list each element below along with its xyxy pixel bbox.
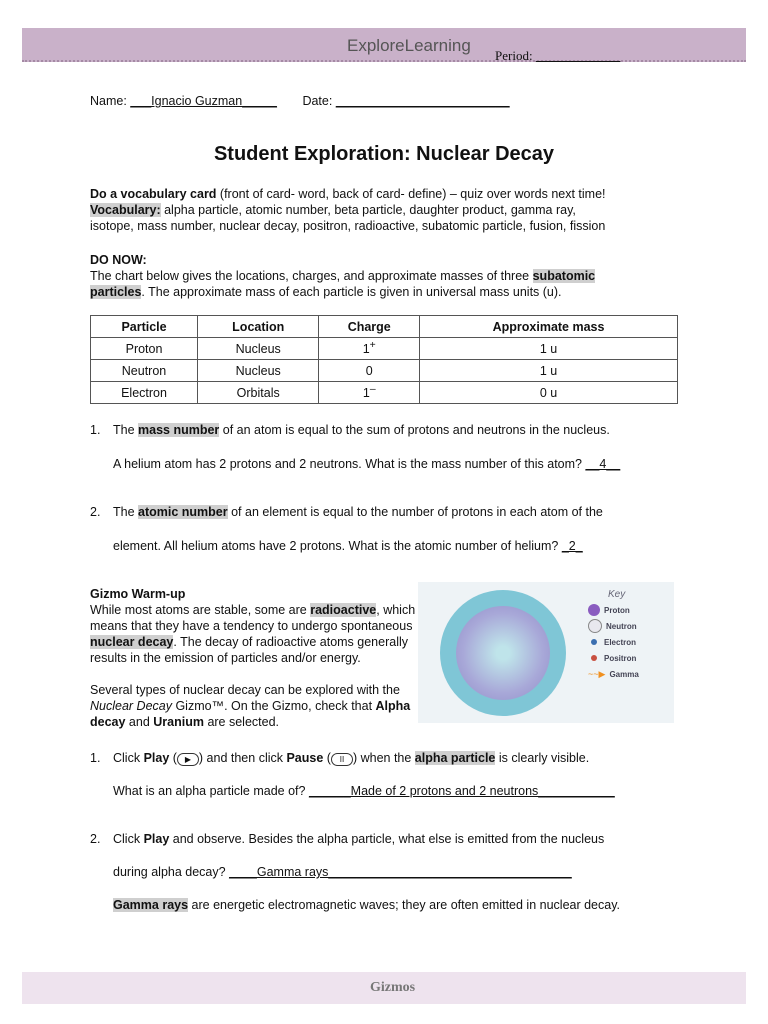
footer-bar (22, 972, 746, 1004)
text-span: element. All helium atoms have 2 protons. What is the atomic number of helium? (113, 539, 562, 553)
nucleus-image (418, 582, 674, 723)
term-subatomic: subatomic (532, 269, 596, 283)
text-span: + (369, 340, 376, 352)
text-span: 0 (365, 363, 373, 378)
text-span: A helium atom has 2 protons and 2 neutrons. What is the mass number of this atom? (113, 457, 586, 471)
text-span: results in the emission of particles and/or energy. (90, 651, 361, 665)
text-span: Play (143, 751, 170, 765)
gamma-note (113, 897, 620, 913)
warmup-question-2 (90, 831, 100, 847)
text-span: 1 (362, 342, 370, 357)
text-span: Neutron (606, 621, 637, 631)
date-value: _________________________ (335, 94, 510, 108)
pause-icon: II (331, 753, 353, 766)
do-now-text: The chart below gives the locations, charges, and approximate masses of three (90, 269, 533, 283)
text-span: ) when the (352, 751, 415, 765)
key-positron (588, 650, 639, 666)
question-2-text (113, 504, 603, 520)
text-span (91, 316, 678, 404)
text-span (591, 639, 597, 645)
warmup-question-2-prompt (113, 864, 572, 880)
text-span: ( (169, 751, 177, 765)
col-header: Approximate mass (420, 316, 678, 338)
play-icon: ▶ (177, 753, 199, 766)
table-row (91, 382, 678, 404)
period-field (495, 48, 620, 64)
text-span: Pause (286, 751, 324, 765)
term-alpha-particle: alpha particle (414, 751, 496, 765)
text-span: The (113, 505, 139, 519)
cell: Nucleus (198, 360, 319, 382)
text-span: Gamma (609, 669, 639, 679)
period-label: Period: (495, 48, 533, 63)
table-row (91, 360, 678, 382)
warmup-question-1 (90, 750, 100, 766)
warmup-question-1-text (113, 750, 589, 766)
answer-alpha: ______Made of 2 protons and 2 neutrons___________ (308, 784, 615, 798)
explorelearning-logo: ExploreLearning (347, 36, 471, 55)
warmup-section (90, 586, 415, 730)
cell (319, 360, 420, 382)
text-span: is clearly visible. (495, 751, 590, 765)
do-now-section (90, 252, 595, 300)
vocab-list: alpha particle, atomic number, beta particle, daughter product, gamma ray, (160, 203, 576, 217)
text-span: during alpha decay? (113, 865, 230, 879)
text-span: Positron (604, 653, 637, 663)
text-span: ) and then click (198, 751, 287, 765)
cell: Nucleus (198, 338, 319, 360)
col-header: Location (198, 316, 319, 338)
key-title: Key (608, 588, 626, 600)
text-span: Uranium (153, 715, 204, 729)
key-neutron (588, 618, 639, 634)
date-label: Date: (302, 94, 333, 108)
text-span: of an element is equal to the number of protons in each atom of the (227, 505, 603, 519)
atom-illustration (440, 590, 566, 716)
term-atomic-number: atomic number (138, 505, 228, 519)
text-span: The (113, 423, 139, 437)
vocabulary-section (90, 186, 606, 234)
term-mass-number: mass number (138, 423, 220, 437)
text-span: 1 (362, 386, 370, 401)
term-gamma-rays: Gamma rays (113, 898, 189, 912)
key-proton (588, 602, 639, 618)
text-span (591, 655, 597, 661)
text-span (588, 619, 602, 633)
text-span: Nuclear Decay (90, 699, 172, 713)
cell (319, 382, 420, 404)
do-now-heading: DO NOW: (90, 253, 147, 267)
key-electron (588, 634, 639, 650)
text-span: What is an alpha particle made of? (113, 784, 309, 798)
text-span: are selected. (203, 715, 280, 729)
text-span: 2. (90, 505, 101, 519)
term-particles: particles (90, 285, 142, 299)
warmup-question-1-prompt (113, 783, 615, 799)
question-2 (90, 504, 100, 520)
do-now-text: . The approximate mass of each particle is given in universal mass units (u). (141, 285, 562, 299)
text-span: Electron (604, 637, 637, 647)
text-span (588, 604, 600, 616)
vocab-list: isotope, mass number, nuclear decay, positron, radioactive, subatomic particle, fusion, fission (90, 219, 606, 233)
text-span: While most atoms are stable, some are (90, 603, 311, 617)
key-legend (588, 586, 639, 682)
text-span: Proton (604, 605, 630, 615)
answer-gamma: ____Gamma rays___________________________________ (229, 865, 572, 879)
text-span: ~~▶ (588, 668, 606, 679)
cell: 0 u (420, 382, 678, 404)
text-span: are energetic electromagnetic waves; they are often emitted in nuclear decay. (188, 898, 621, 912)
text-span: ( (323, 751, 331, 765)
name-value: ___Ignacio Guzman_____ (130, 94, 277, 108)
cell: Neutron (91, 360, 198, 382)
vocab-label: Vocabulary: (90, 203, 161, 217)
text-span: and (125, 715, 154, 729)
text-span (456, 606, 550, 700)
period-value: _____________ (535, 48, 621, 63)
question-1 (90, 422, 100, 438)
vocab-text: (front of card- word, back of card- define) – quiz over words next time! (216, 187, 606, 201)
header-bar (22, 28, 746, 62)
key-gamma (588, 666, 639, 682)
name-date-line (90, 93, 510, 109)
table-row (91, 338, 678, 360)
text-span: – (369, 384, 376, 396)
answer-1: __4__ (585, 457, 621, 471)
text-span: Gizmo™. On the Gizmo, check that (171, 699, 376, 713)
text-span (90, 666, 415, 682)
text-span: Click (113, 751, 144, 765)
question-2-prompt (113, 538, 583, 554)
text-span: Alpha (375, 699, 411, 713)
text-span: , which (376, 603, 416, 617)
warmup-heading: Gizmo Warm-up (90, 587, 186, 601)
term-nuclear-decay: nuclear decay (90, 635, 174, 649)
text-span: decay (90, 715, 126, 729)
cell (319, 338, 420, 360)
name-label: Name: (90, 94, 127, 108)
table-header-row (91, 316, 678, 338)
page-title: Student Exploration: Nuclear Decay (213, 143, 555, 165)
particle-table (90, 315, 678, 404)
text-span: . The decay of radioactive atoms generally (173, 635, 409, 649)
vocab-instruction: Do a vocabulary card (90, 187, 217, 201)
question-1-text (113, 422, 610, 438)
text-span: 2. (90, 832, 101, 846)
text-span: and observe. Besides the alpha particle, what else is emitted from the nucleus (169, 832, 605, 846)
question-1-prompt (113, 456, 620, 472)
warmup-question-2-text (113, 831, 604, 847)
term-radioactive: radioactive (310, 603, 377, 617)
col-header: Particle (91, 316, 198, 338)
cell: Proton (91, 338, 198, 360)
cell: 1 u (420, 338, 678, 360)
gizmos-logo: Gizmos (370, 980, 416, 995)
col-header: Charge (319, 316, 420, 338)
cell: Orbitals (198, 382, 319, 404)
text-span: Click (113, 832, 144, 846)
text-span: of an atom is equal to the sum of protons and neutrons in the nucleus. (219, 423, 610, 437)
cell: 1 u (420, 360, 678, 382)
text-span: Play (143, 832, 170, 846)
text-span: means that they have a tendency to undergo spontaneous (90, 619, 413, 633)
cell: Electron (91, 382, 198, 404)
answer-2: _2_ (561, 539, 583, 553)
text-span: Several types of nuclear decay can be explored with the (90, 683, 400, 697)
text-span: 1. (90, 751, 101, 765)
text-span: 1. (90, 423, 101, 437)
